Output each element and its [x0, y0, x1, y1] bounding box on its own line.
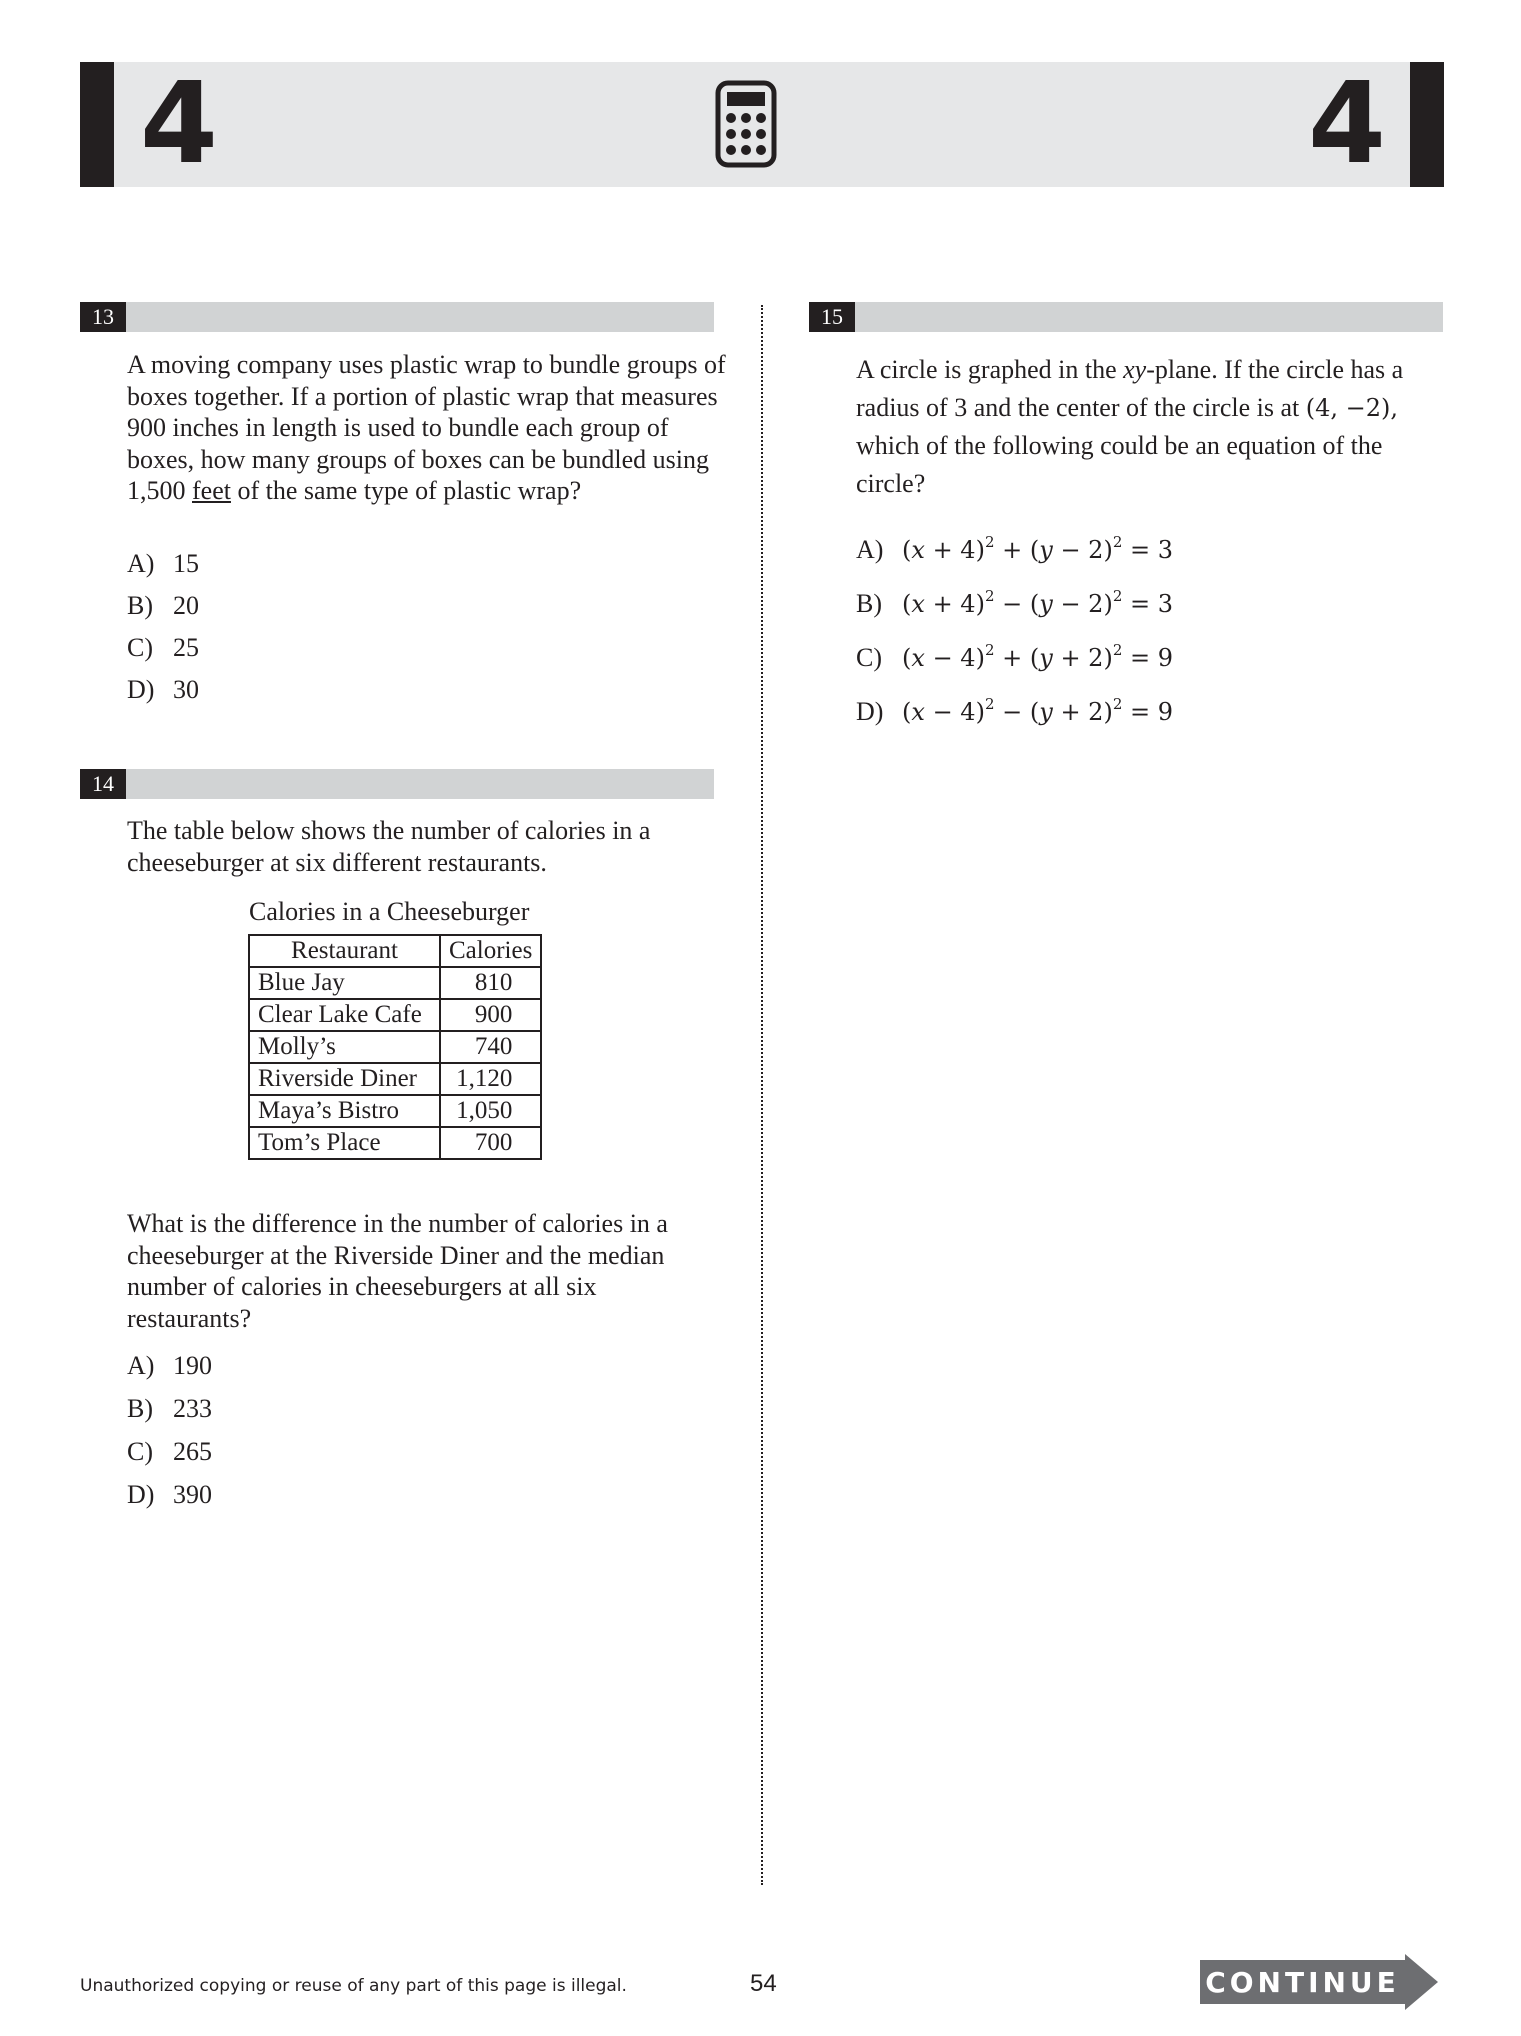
section-header-left-bar [80, 62, 114, 187]
question-13-emphasis: feet [192, 476, 231, 505]
question-15-choices [856, 523, 1173, 739]
table-cell-calories: 810 [440, 967, 541, 999]
table-cell-restaurant: Tom’s Place [249, 1127, 440, 1159]
question-14-choice-d[interactable]: D) 390 [127, 1480, 212, 1509]
question-15-center: (4, −2), [1305, 394, 1399, 422]
calories-table [248, 934, 542, 1160]
section-number-right: 4 [1308, 59, 1386, 189]
question-14-text: What is the difference in the number of calories in a cheeseburger at the Riverside Diner and the median number of calories in cheeseburgers at all six restaurants? [127, 1209, 668, 1333]
table-cell-restaurant: Riverside Diner [249, 1063, 440, 1095]
page-number: 54 [750, 1970, 777, 1997]
question-14-number: 14 [80, 769, 126, 799]
table-row [249, 1063, 541, 1095]
continue-button[interactable]: CONTINUE [1205, 1966, 1400, 1999]
table-cell-calories: 740 [440, 1031, 541, 1063]
question-13-text-after: of the same type of plastic wrap? [230, 476, 582, 505]
table-cell-restaurant: Molly’s [249, 1031, 440, 1063]
question-15-variable: xy [1123, 355, 1147, 384]
question-14-choice-c[interactable]: C) 265 [127, 1437, 212, 1466]
question-13-choice-d[interactable]: D) 30 [127, 675, 199, 704]
question-15-text: A circle is graphed in the xy-plane. If the circle has a radius of 3 and the center of the circle is at (4, −2), which of the following could be an equation of the circle? [856, 355, 1404, 498]
question-15-choice-c[interactable]: C) $(x - 4)^2 + (y + 2)^2 = 9$ [856, 641, 1174, 672]
question-14-header-bar [80, 769, 714, 799]
column-divider [761, 305, 763, 1885]
table-header-restaurant: Restaurant [249, 935, 440, 967]
question-13-text-before: A moving company uses plastic wrap to bundle groups of boxes together. If a portion of plastic wrap that measures 900 inches in length is used to bundle each group of boxes, how many groups of boxes can be bundled using 1,500 [127, 350, 726, 505]
table-caption: Calories in a Cheeseburger [249, 897, 530, 926]
calculator-icon [715, 80, 777, 168]
table-row [249, 1095, 541, 1127]
table-row [249, 999, 541, 1031]
question-15-header-bar [809, 302, 1443, 332]
question-13-choice-a[interactable]: A) 15 [127, 549, 199, 578]
table-header-row [249, 935, 541, 967]
question-14-choice-b[interactable]: B) 233 [127, 1394, 212, 1423]
table-cell-calories: 1,120 [440, 1063, 541, 1095]
question-15-choice-b[interactable]: B) $(x + 4)^2 - (y - 2)^2 = 3$ [856, 587, 1174, 618]
table-cell-restaurant: Maya’s Bistro [249, 1095, 440, 1127]
question-15-choice-a[interactable]: A) $(x + 4)^2 + (y - 2)^2 = 3$ [856, 533, 1174, 564]
question-13-choice-c[interactable]: C) 25 [127, 633, 199, 662]
table-cell-calories: 900 [440, 999, 541, 1031]
question-13-header-bar [80, 302, 714, 332]
question-13-text [127, 349, 727, 507]
table-cell-calories: 700 [440, 1127, 541, 1159]
table-row [249, 967, 541, 999]
question-13-choice-b[interactable]: B) 20 [127, 591, 199, 620]
section-number-left: 4 [140, 59, 218, 189]
table-cell-calories: 1,050 [440, 1095, 541, 1127]
table-cell-restaurant: Blue Jay [249, 967, 440, 999]
copyright-notice: Unauthorized copying or reuse of any part of this page is illegal. [80, 1976, 627, 1996]
table-header-calories: Calories [440, 935, 541, 967]
question-15-choice-d[interactable]: D) $(x - 4)^2 - (y + 2)^2 = 9$ [856, 695, 1174, 726]
question-13-number: 13 [80, 302, 126, 332]
table-row [249, 1031, 541, 1063]
question-14-intro: The table below shows the number of calories in a cheeseburger at six different restaurants. [127, 816, 651, 877]
question-14-choice-a[interactable]: A) 190 [127, 1351, 212, 1380]
question-15-number: 15 [809, 302, 855, 332]
question-13-choices [127, 543, 199, 711]
section-header-right-bar [1410, 62, 1444, 187]
table-row [249, 1127, 541, 1159]
question-14-choices [127, 1344, 212, 1516]
table-cell-restaurant: Clear Lake Cafe [249, 999, 440, 1031]
